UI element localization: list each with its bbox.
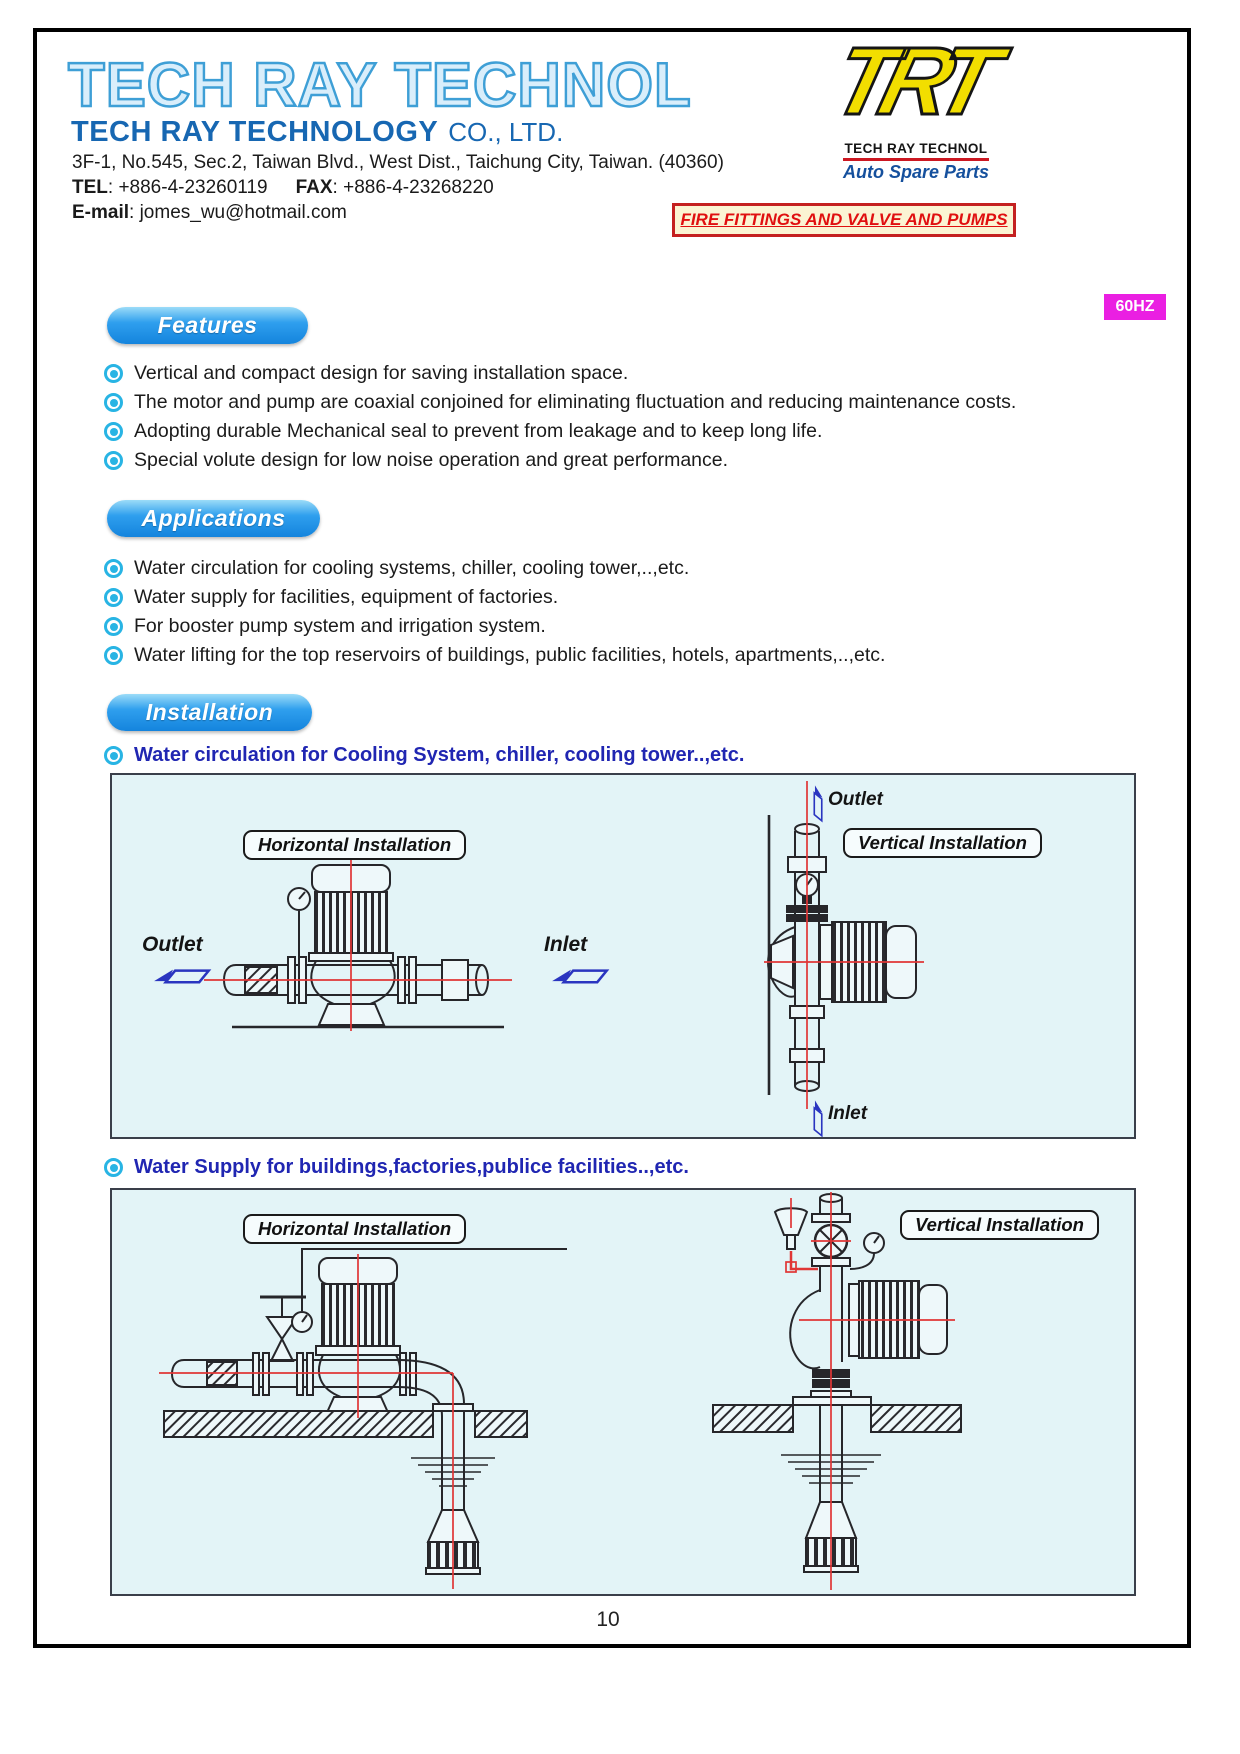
bullet-icon xyxy=(104,646,123,665)
inlet-flow-arrow-icon xyxy=(552,970,607,983)
inlet-label: Inlet xyxy=(544,933,588,956)
outlet-label: Outlet xyxy=(142,933,203,956)
diagram-cooling-system xyxy=(110,773,1136,1139)
label-horizontal-installation: Horizontal Installation xyxy=(243,830,466,860)
company-line xyxy=(71,116,563,149)
page-number: 10 xyxy=(596,1608,620,1631)
installation-subheading-2 xyxy=(104,1156,689,1179)
application-item xyxy=(104,644,885,667)
installation-section-pill: Installation xyxy=(107,694,312,731)
outlet-label-vertical: Outlet xyxy=(828,789,883,810)
subheading-text: Water Supply for buildings,factories,publice facilities..,etc. xyxy=(134,1156,689,1178)
bullet-icon xyxy=(104,422,123,441)
fax-value: : +886-4-23268220 xyxy=(332,177,494,198)
installation-subheading-1 xyxy=(104,744,745,767)
outlet-flow-arrow-icon xyxy=(154,970,209,983)
tel-label: TEL xyxy=(72,177,108,198)
feature-text: Vertical and compact design for saving installation space. xyxy=(134,362,629,384)
tel-fax-line xyxy=(72,177,494,199)
company-suffix: CO., LTD. xyxy=(448,117,564,147)
tel-value: : +886-4-23260119 xyxy=(107,177,268,198)
application-item xyxy=(104,586,558,609)
feature-text: Special volute design for low noise operation and great performance. xyxy=(134,449,729,471)
application-text: Water supply for facilities, equipment of factories. xyxy=(134,586,559,608)
big-outline-title: TECH RAY TECHNOL xyxy=(68,51,692,120)
bullet-icon xyxy=(104,559,123,578)
fax-label: FAX xyxy=(295,177,333,198)
trt-logo-slogan: Auto Spare Parts xyxy=(842,162,990,182)
subheading-text: Water circulation for Cooling System, chiller, cooling tower..,etc. xyxy=(134,744,745,766)
feature-item xyxy=(104,362,628,385)
application-text: Water circulation for cooling systems, chiller, cooling tower,..,etc. xyxy=(134,557,690,579)
application-text: For booster pump system and irrigation system. xyxy=(134,615,546,637)
label-horizontal-installation: Horizontal Installation xyxy=(243,1214,466,1244)
outlet-up-arrow-icon xyxy=(814,785,822,820)
features-section-pill: Features xyxy=(107,307,308,344)
feature-text: The motor and pump are coaxial conjoined for eliminating fluctuation and reducing maintenance costs. xyxy=(134,391,1017,413)
feature-item xyxy=(104,449,728,472)
applications-section-pill: Applications xyxy=(107,500,320,537)
bullet-icon xyxy=(104,617,123,636)
bullet-icon xyxy=(104,1158,123,1177)
label-vertical-installation: Vertical Installation xyxy=(843,828,1042,858)
application-text: Water lifting for the top reservoirs of buildings, public facilities, hotels, apartments,..,etc. xyxy=(134,644,886,666)
feature-text: Adopting durable Mechanical seal to prevent from leakage and to keep long life. xyxy=(134,420,823,442)
feature-item xyxy=(104,391,1016,414)
fire-fittings-banner xyxy=(672,203,1016,237)
email-line xyxy=(72,202,347,224)
application-item xyxy=(104,557,689,580)
trt-logo-text: TECH RAY TECHNOL xyxy=(843,141,989,161)
banner-text: FIRE FITTINGS AND VALVE AND PUMPS xyxy=(680,210,1008,229)
bullet-icon xyxy=(104,746,123,765)
application-item xyxy=(104,615,546,638)
bullet-icon xyxy=(104,364,123,383)
email-label: E-mail xyxy=(72,202,130,223)
trt-logo-monogram: TRT xyxy=(822,28,999,135)
inlet-up-arrow-icon xyxy=(814,1100,822,1135)
bullet-icon xyxy=(104,451,123,470)
bullet-icon xyxy=(104,588,123,607)
frequency-badge: 60HZ xyxy=(1104,294,1166,320)
diagram-water-supply xyxy=(110,1188,1136,1596)
inlet-label-vertical: Inlet xyxy=(828,1103,868,1124)
label-vertical-installation: Vertical Installation xyxy=(900,1210,1099,1240)
email-value: : jomes_wu@hotmail.com xyxy=(129,202,347,223)
company-name: TECH RAY TECHNOLOGY xyxy=(71,116,439,148)
bullet-icon xyxy=(104,393,123,412)
diagram-water-supply-drawing xyxy=(112,1190,1134,1594)
company-address: 3F-1, No.545, Sec.2, Taiwan Blvd., West Dist., Taichung City, Taiwan. (40360) xyxy=(72,152,724,173)
feature-item xyxy=(104,420,822,443)
